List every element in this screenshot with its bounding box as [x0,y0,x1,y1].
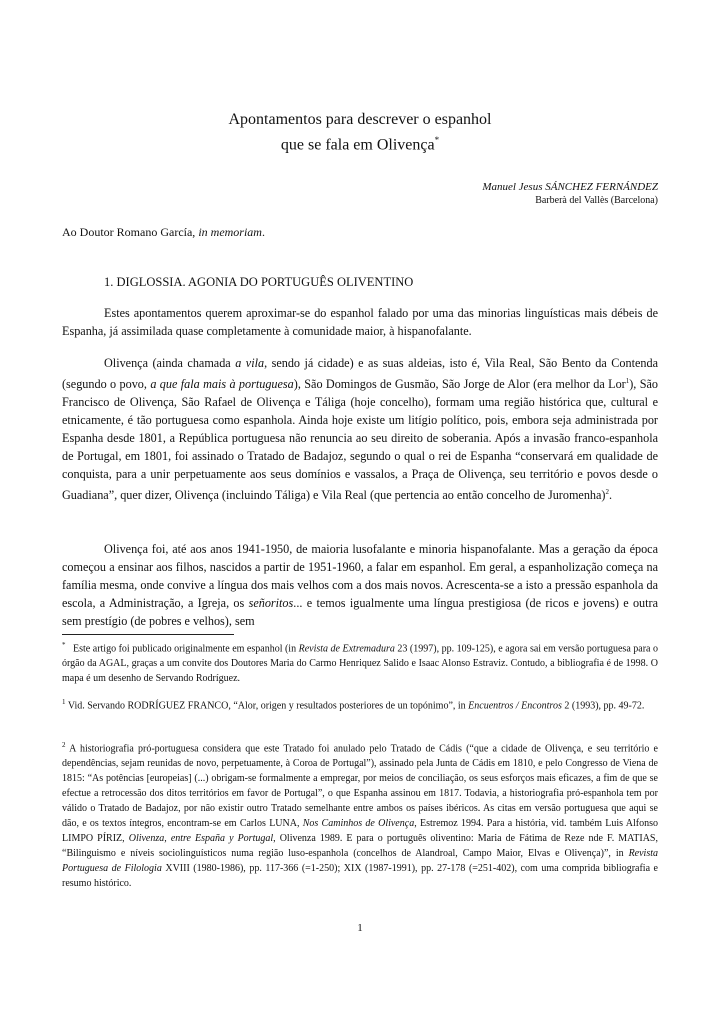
footnote-star-marker: * [62,641,66,649]
footnote-1 [62,695,658,713]
footnote-2 [62,738,658,891]
p3-text-a: Olivença foi, até aos anos 1941-1950, de maioria lusofalante e minoria hispanofalante. Mas a geração da época começou a ensinar aos filhos, nascidos a partir de 1951-1960, a falar em espanhol. Em geral, a espanholização começa na família mesma, onde convive a língua dos mais velhos com a dos mais novos. Acrescenta-se a isto a pressão espanhola da escola, a Administração, a Igreja, os [62,542,658,610]
document-title [60,110,660,155]
section-heading: 1. DIGLOSSIA. AGONIA DO PORTUGUÊS OLIVENTINO [104,275,414,289]
p2-text-a: Olivença (ainda chamada [104,356,236,370]
p3-text-c: ... e temos igualmente uma língua prestigiosa (de ricos e jovens) e outra sem prestígio (de pobres e velhos), sem [62,596,658,628]
footnote-2-text-g: XVIII (1980-1986), pp. 117-366 (=1-250); XIX (1987-1991), pp. 27-178 (=251-402), com uma comprida bibliografia e resumo histórico. [62,863,658,890]
author-place: Barberà del Vallès (Barcelona) [535,195,658,206]
footnote-1-italic: Encuentros / Encontros [468,700,562,712]
p2-text-g: . [609,488,613,503]
p2-text-c: , sendo já cidade) e as suas aldeias, isto é, Vila Real, São Bento da Contenda (segundo o povo, [62,356,658,392]
footnote-1-text-c: 2 (1993), pp. 49-72. [561,700,645,712]
p2-italic-quote: a que fala mais à portuguesa [150,377,294,392]
p2-italic-a-vila: a vila [235,356,265,370]
footnote-1-marker: 1 [62,698,66,706]
footnote-2-italic-d: Olivenza, entre España y Portugal [128,833,274,845]
footnote-star-text-c: 23 (1997), pp. 109-125), e agora sai em versão portuguesa para o órgão da AGAL, graças a um convite dos Doutores Maria do Carmo Henriquez Salido e Isaac Alonso Estraviz. Contudo, a bibliografia é de 1998. O mapa é um desenho de Servando Rodríguez. [62,643,658,685]
p2-text-f: ), São Francisco de Olivença, São Rafael de Olivença e Táliga (hoje concelho), formam uma região histórica que, cultural e etnicamente, é tão portuguesa como espanhola. Ainda hoje existe um litígio político, pois, embora seja administrada por Espanha desde 1801, a República portuguesa não renuncia ao seu direito de soberania. Após a invasão franco-espanhola de Portugal, em 1801, foi assinado o Tratado de Badajoz, segundo o qual o rei de Espanha “conservará em qualidade de conquista, para a unir perpetuamente aos seus domínios e vassalos, a Praça de Olivença, seu território e povos desde o Guadiana”, quer dizer, Olivença (incluindo Táliga) e Vila Real (que pertencia ao então concelho de Juromenha) [62,377,659,503]
footnote-2-text-c: , Estremoz 1994. Para a história, vid. também Luis Alfonso LIMPO PÍRIZ, [62,818,659,845]
footnote-2-italic-b: Nos Caminhos de Olivença [302,818,415,830]
page-number: 1 [357,922,363,934]
footnote-2-marker: 2 [62,741,66,749]
footnote-2-italic-f: Revista Portuguesa de Filologia [62,848,658,875]
paragraph-1: Estes apontamentos querem aproximar-se do espanhol falado por uma das minorias linguísticas mais débeis de Espanha, já assimilada quase completamente à comunidade maior, à hispanofalante. [62,306,658,338]
dedication-text: Ao Doutor Romano García, [62,225,199,239]
footnote-2-text-e: , Olivenza 1989. E para o português oliventino: Maria de Fátima de Reze nde F. MATIAS, “Bilinguismo e níveis sociolinguísticos numa região luso-espanhola (concelhos de Alandroal, Campo Maior, Elvas e Olivença)”, in [62,833,658,860]
title-line-2-text: que se fala em Olivença [280,136,435,154]
footnote-1-text-a: Vid. Servando RODRÍGUEZ FRANCO, “Alor, origen y resultados posteriores de un topónimo”, in [65,700,469,712]
author-name: Manuel Jesus SÁNCHEZ FERNÁNDEZ [482,181,658,193]
footnote-star-italic: Revista de Extremadura [298,643,395,655]
paragraph-2 [62,354,658,504]
dedication-italic: in memoriam [198,225,262,239]
footnote-star [62,638,658,686]
title-line-2 [60,130,660,155]
dedication-end: . [261,225,265,239]
footnote-ref-1[interactable]: 1 [625,377,630,385]
footnote-ref-2[interactable]: 2 [605,488,609,497]
p2-text-e: ), São Domingos de Gusmão, São Jorge de Alor (era melhor da Lor [293,377,626,392]
paragraph-3 [62,540,658,630]
footnote-separator [62,634,234,635]
dedication [62,225,265,240]
title-footnote-marker[interactable]: * [434,135,440,145]
author-block [482,180,658,208]
footnote-2-text-a: A historiografia pró-portuguesa considera que este Tratado foi anulado pelo Tratado de Cádis (“que a cidade de Olivença, e seu território e dependências, sejam reunidas de novo, perpetuamente, à Coroa de Portugal”), assinado pela Junta de Cádis em 1810, e pelo Congresso de Viena de 1815: “As potências [europeias] (...) obrigam-se formalmente a empregar, por meios de conciliação, os seus esforços mais eficazes, a fim de que se efectue a retrocessão dos ditos territórios em favor de Portugal”, o que Espanha assinou em 1817. Todavia, a historiografia pró-espanhola tem por válido o Tratado de Badajoz, por não existir outro Tratado semelhante entre ambos os países ibéricos. As citas em versão portuguesa que aqui se dão, e os textos íntegros, encontram-se em Carlos LUNA, [62,743,658,830]
p3-italic-senoritos: señoritos [248,596,294,610]
footnote-star-text-a: Este artigo foi publicado originalmente em espanhol (in [73,643,299,655]
title-line-1: Apontamentos para descrever o espanhol [228,111,492,128]
